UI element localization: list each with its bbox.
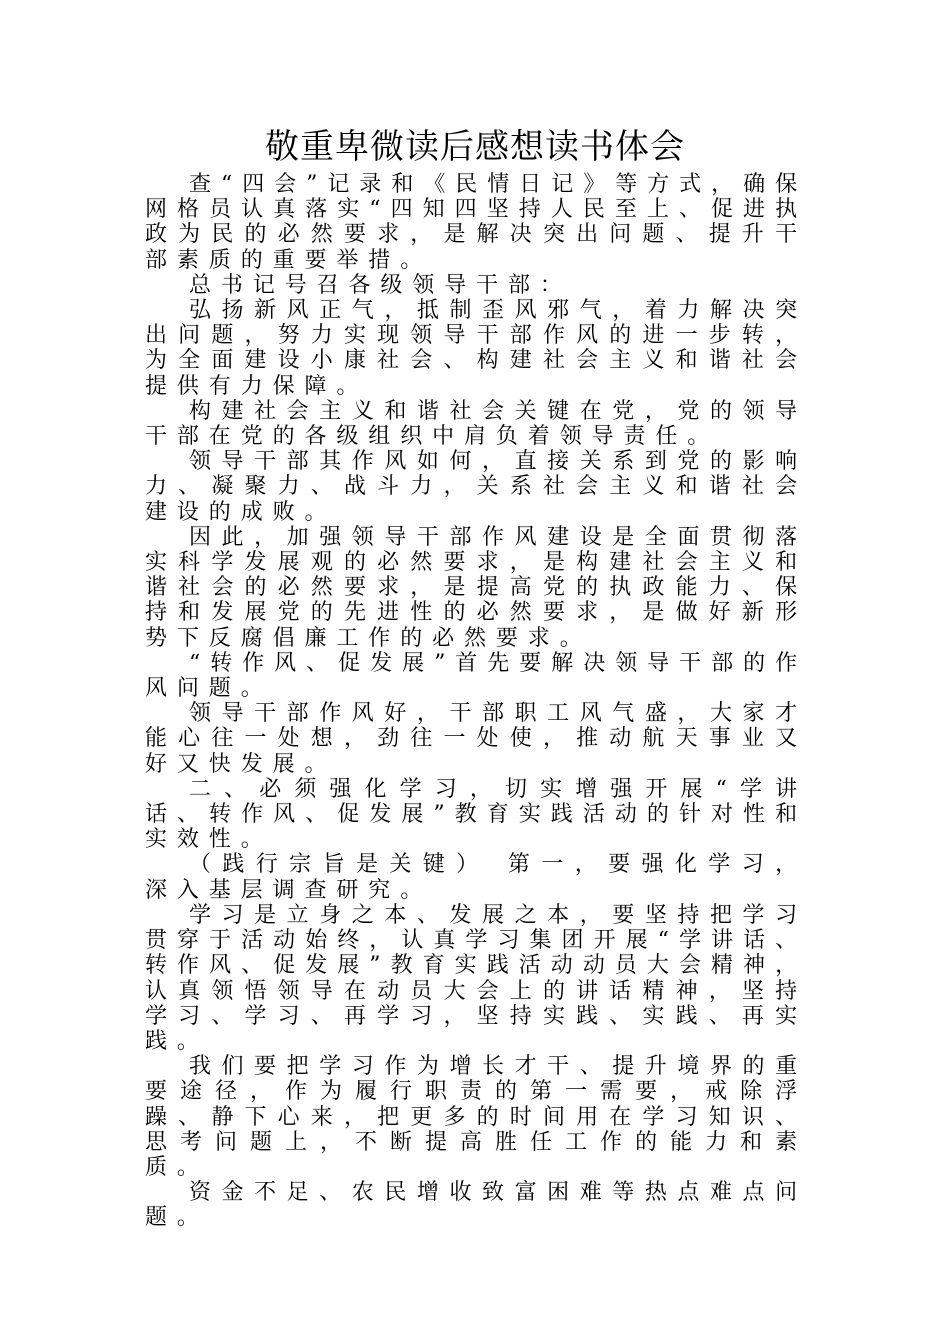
paragraph-5: 领导干部其作风如何，直接关系到党的影响力、凝聚力、战斗力，关系社会主义和谐社会建设的成败。 (145, 449, 807, 525)
paragraph-8: 领导干部作风好，干部职工风气盛，大家才能心往一处想，劲往一处使，推动航天事业又好又快发展。 (145, 701, 807, 777)
paragraph-11: 学习是立身之本、发展之本，要坚持把学习贯穿于活动始终，认真学习集团开展“学讲话、转作风、促发展”教育实践活动动员大会精神，认真领悟领导在动员大会上的讲话精神，坚持学习、学习、再学习，坚持实践、实践、再实践。 (145, 902, 807, 1054)
paragraph-4: 构建社会主义和谐社会关键在党，党的领导干部在党的各级组织中肩负着领导责任。 (145, 398, 807, 450)
paragraph-6: 因此，加强领导干部作风建设是全面贯彻落实科学发展观的必然要求，是构建社会主义和谐社会的必然要求，是提高党的执政能力、保持和发展党的先进性的必然要求，是做好新形势下反腐倡廉工作的必然要求。 (145, 524, 807, 651)
document-body (145, 172, 807, 1231)
paragraph-12: 我们要把学习作为增长才干、提升境界的重要途径，作为履行职责的第一需要，戒除浮躁、静下心来，把更多的时间用在学习知识、思考问题上，不断提高胜任工作的能力和素质。 (145, 1054, 807, 1180)
paragraph-10: （践行宗旨是关键） 第一，要强化学习，深入基层调查研究。 (145, 852, 807, 903)
paragraph-9: 二、必须强化学习，切实增强开展“学讲话、转作风、促发展”教育实践活动的针对性和实效性。 (145, 776, 807, 853)
paragraph-1: 查“四会”记录和《民情日记》等方式，确保网格员认真落实“四知四坚持人民至上、促进执政为民的必然要求，是解决突出问题、提升干部素质的重要举措。 (145, 172, 807, 273)
paragraph-3: 弘扬新风正气，抵制歪风邪气，着力解决突出问题，努力实现领导干部作风的进一步转，为全面建设小康社会、构建社会主义和谐社会提供有力保障。 (145, 298, 807, 399)
paragraph-13: 资金不足、农民增收致富困难等热点难点问题。 (145, 1180, 807, 1231)
document-title: 敬重卑微读后感想读书体会 (265, 127, 685, 167)
paragraph-7: “转作风、促发展”首先要解决领导干部的作风问题。 (145, 650, 807, 702)
paragraph-2: 总书记号召各级领导干部： (189, 272, 572, 298)
